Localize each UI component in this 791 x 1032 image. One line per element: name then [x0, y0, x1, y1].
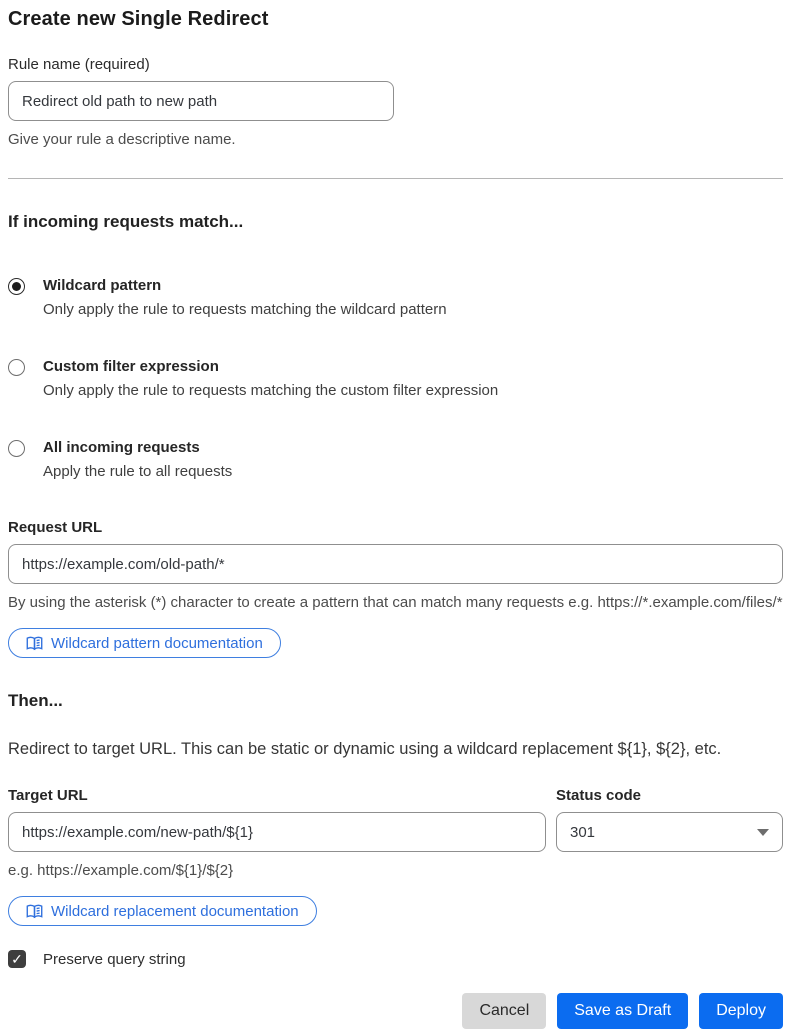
section-divider	[8, 178, 783, 179]
rule-name-label: Rule name (required)	[8, 56, 150, 73]
target-row	[8, 760, 783, 883]
status-code-label: Status code	[556, 787, 642, 804]
match-section-heading: If incoming requests match...	[8, 212, 244, 231]
match-type-radio-group	[8, 276, 783, 482]
target-url-input[interactable]	[8, 812, 546, 852]
wildcard-pattern-documentation-button[interactable]	[8, 628, 281, 658]
request-url-input[interactable]	[8, 544, 783, 584]
radio-option-custom-filter-expression[interactable]	[8, 357, 783, 401]
radio-label: Custom filter expression	[43, 358, 219, 375]
rule-name-helper: Give your rule a descriptive name.	[8, 131, 236, 148]
radio-button-icon[interactable]	[8, 440, 25, 457]
radio-option-wildcard-pattern[interactable]	[8, 276, 783, 320]
preserve-query-string-option[interactable]	[8, 950, 783, 968]
open-book-icon	[26, 904, 43, 919]
save-as-draft-button[interactable]: Save as Draft	[557, 993, 688, 1029]
status-code-selected-value: 301	[570, 823, 596, 841]
preserve-query-string-label: Preserve query string	[43, 950, 186, 968]
cancel-button[interactable]: Cancel	[462, 993, 546, 1029]
open-book-icon	[26, 636, 43, 651]
status-code-select[interactable]	[556, 812, 783, 852]
page-title: Create new Single Redirect	[8, 8, 269, 30]
radio-button-icon[interactable]	[8, 278, 25, 295]
checkbox-checked-icon[interactable]: ✓	[8, 950, 26, 968]
request-url-helper: By using the asterisk (*) character to create a pattern that can match many requests e.g. https://*.example.com/files/*	[8, 594, 783, 611]
form-actions	[8, 993, 783, 1029]
radio-label: All incoming requests	[43, 439, 200, 456]
doc-button-label: Wildcard pattern documentation	[51, 634, 263, 652]
chevron-down-icon	[757, 829, 769, 836]
radio-label: Wildcard pattern	[43, 277, 162, 294]
radio-option-all-incoming-requests[interactable]	[8, 438, 783, 482]
then-section-heading: Then...	[8, 691, 63, 710]
deploy-button[interactable]: Deploy	[699, 993, 783, 1029]
request-url-label: Request URL	[8, 519, 103, 536]
rule-name-input[interactable]	[8, 81, 394, 121]
wildcard-replacement-documentation-button[interactable]	[8, 896, 317, 926]
target-url-label: Target URL	[8, 787, 88, 804]
target-url-helper: e.g. https://example.com/${1}/${2}	[8, 862, 234, 879]
radio-description: Apply the rule to all requests	[43, 463, 233, 480]
radio-description: Only apply the rule to requests matching the custom filter expression	[43, 382, 499, 399]
radio-button-icon[interactable]	[8, 359, 25, 376]
then-description: Redirect to target URL. This can be static or dynamic using a wildcard replacement ${1}, ${2}, etc.	[8, 740, 722, 758]
doc-button-label: Wildcard replacement documentation	[51, 902, 299, 920]
radio-description: Only apply the rule to requests matching the wildcard pattern	[43, 301, 447, 318]
